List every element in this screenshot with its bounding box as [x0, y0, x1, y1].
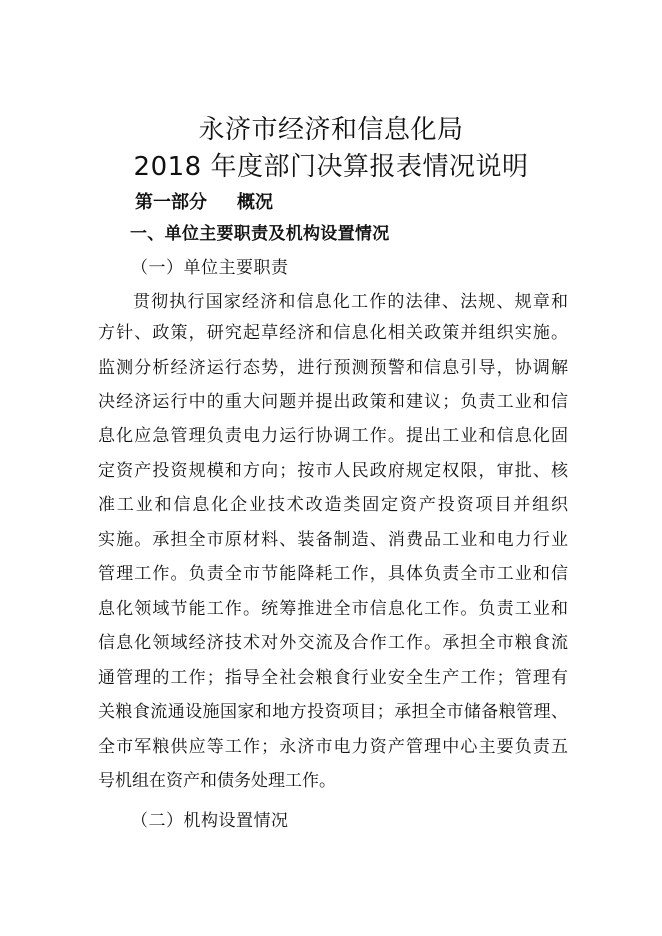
paragraph-line: 贯彻执行国家经济和信息化工作的法律、法规、规章和 [133, 292, 568, 312]
section-heading: 一、单位主要职责及机构设置情况 [130, 224, 390, 244]
paragraph-line: 管理工作。负责全市节能降耗工作，具体负责全市工业和信 [98, 564, 568, 584]
subsection-heading-structure: （二）机构设置情况 [131, 811, 289, 831]
paragraph-line: 决经济运行中的重大问题并提出政策和建议；负责工业和信 [98, 392, 568, 412]
paragraph-line: 息化领域节能工作。统筹推进全市信息化工作。负责工业和 [98, 599, 568, 619]
paragraph-line: 通管理的工作；指导全社会粮食行业安全生产工作；管理有 [98, 668, 568, 688]
paragraph-line: 号机组在资产和债务处理工作。 [98, 771, 336, 791]
paragraph-line: 全市军粮供应等工作；永济市电力资产管理中心主要负责五 [98, 737, 568, 757]
paragraph-line: 定资产投资规模和方向；按市人民政府规定权限，审批、核 [98, 461, 568, 481]
part-heading [135, 190, 273, 216]
paragraph-line: 信息化领域经济技术对外交流及合作工作。承担全市粮食流 [98, 633, 568, 653]
paragraph-line: 准工业和信息化企业技术改造类固定资产投资项目并组织 [98, 495, 568, 515]
subsection-heading-duties: （一）单位主要职责 [131, 258, 289, 278]
document-title-line-2: 2018 年度部门决算报表情况说明 [133, 152, 529, 182]
paragraph-line: 实施。承担全市原材料、装备制造、消费品工业和电力行业 [98, 530, 568, 550]
paragraph-line: 方针、政策，研究起草经济和信息化相关政策并组织实施。 [98, 323, 568, 343]
document-title-line-1: 永济市经济和信息化局 [198, 115, 464, 145]
part-name: 概况 [237, 192, 273, 213]
part-label: 第一部分 [135, 192, 207, 213]
paragraph-line: 息化应急管理负责电力运行协调工作。提出工业和信息化固 [98, 426, 568, 446]
paragraph-line: 关粮食流通设施国家和地方投资项目；承担全市储备粮管理、 [98, 702, 568, 722]
paragraph-line: 监测分析经济运行态势，进行预测预警和信息引导，协调解 [98, 358, 568, 378]
